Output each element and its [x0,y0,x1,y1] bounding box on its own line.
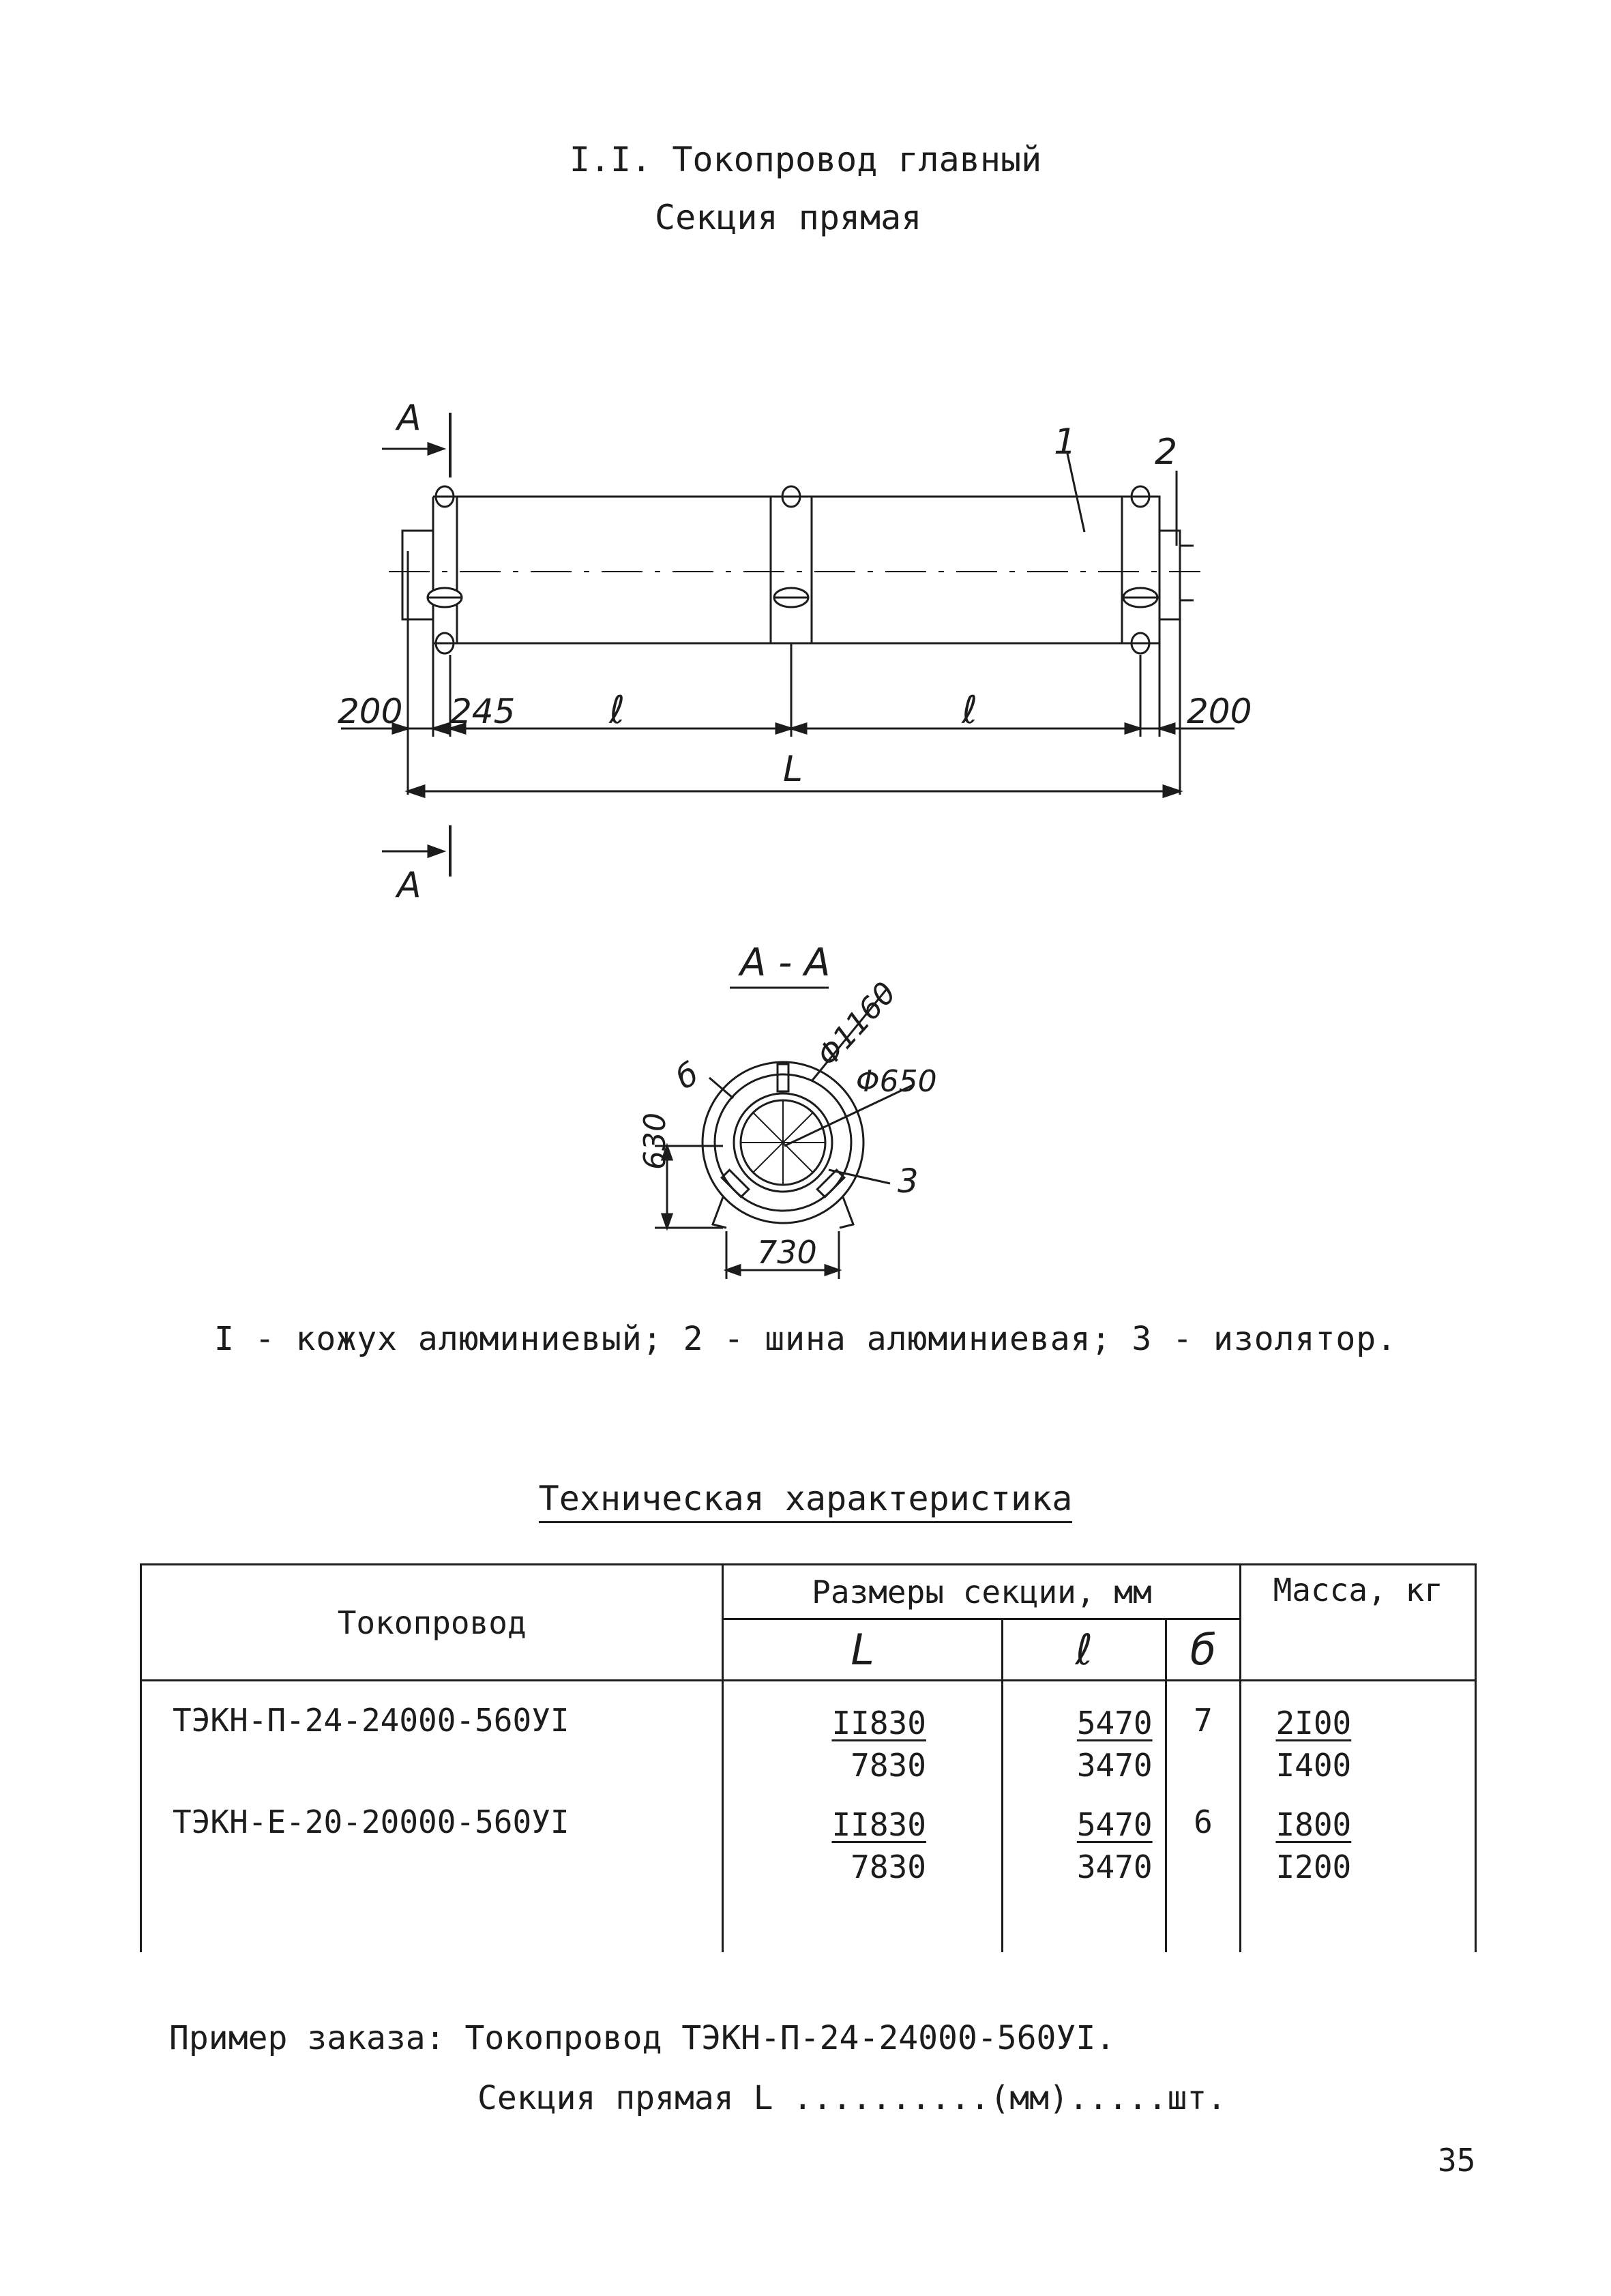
table-row [141,1681,1476,1797]
value-L: 7830 [851,1747,926,1784]
value-b: 6 [1166,1797,1241,1952]
thickness-label: б [669,1055,705,1097]
dia-650-label: Φ650 [856,1064,937,1099]
legend: I - кожух алюминиевый; 2 - шина алюминиевая; 3 - изолятор. [213,1320,1398,1358]
dia-1160-label: Φ1160 [810,975,904,1074]
header-sizes: Размеры секции, мм [723,1565,1241,1619]
dim-200-left: 200 [338,692,403,731]
item-2-label: 2 [1155,432,1178,473]
insulator-top [778,1064,788,1091]
value-mass: I200 [1275,1848,1352,1885]
page-number: 35 [1438,2142,1476,2179]
value-mass: I400 [1275,1747,1352,1784]
cross-section-drawing [0,941,1611,1310]
conductor-name: ТЭКН-П-24-24000-560УI [141,1681,723,1797]
header-mass: Масса, кг [1241,1565,1476,1681]
header-b: б [1166,1619,1241,1681]
spec-table [140,1563,1477,1952]
leader-item-1 [1067,454,1084,532]
page-subtitle: Секция прямая [655,198,922,237]
value-l: 3470 [1076,1848,1153,1885]
value-b: 7 [1166,1681,1241,1797]
section-mark-top: A [397,398,422,439]
order-example-line1: Пример заказа: Токопровод ТЭКН-П-24-24000-560УI. [169,2019,1116,2057]
dim-200-right: 200 [1187,692,1252,731]
tech-title: Техническая характеристика [0,1479,1611,1518]
dim-l-right: ℓ [962,688,978,733]
dim-245: 245 [450,692,516,731]
page-title: I.I. Токопровод главный [569,140,1042,179]
foot-left [713,1197,726,1228]
header-conductor: Токопровод [141,1565,723,1681]
value-L: II830 [831,1806,926,1843]
value-l: 3470 [1076,1747,1153,1784]
dim-l-left: ℓ [609,688,625,733]
dim-730: 730 [757,1234,817,1271]
value-L: II830 [831,1705,926,1741]
item-3-label: 3 [898,1162,919,1201]
value-l: 5470 [1076,1806,1153,1843]
header-l: ℓ [1002,1619,1166,1681]
dim-630: 630 [638,1113,673,1170]
shell-body [457,497,1122,643]
dim-L: L [783,749,803,790]
value-l: 5470 [1076,1705,1153,1741]
section-arrowhead-top [428,443,443,454]
conductor-name: ТЭКН-Е-20-20000-560УI [141,1797,723,1952]
item-1-label: 1 [1054,422,1077,462]
value-L: 7830 [851,1848,926,1885]
flange-right [1122,497,1159,643]
section-mark-bottom: A [397,865,422,906]
side-view-drawing [0,0,1611,955]
foot-right [840,1197,853,1228]
mid-joint [771,497,812,643]
value-mass: 2I00 [1275,1705,1352,1741]
table-row [141,1797,1476,1952]
section-title: A - A [740,941,831,985]
value-mass: I800 [1275,1806,1352,1843]
order-example-line2: Секция прямая L ..........(мм).....шт. [477,2079,1227,2117]
header-L: L [723,1619,1003,1681]
